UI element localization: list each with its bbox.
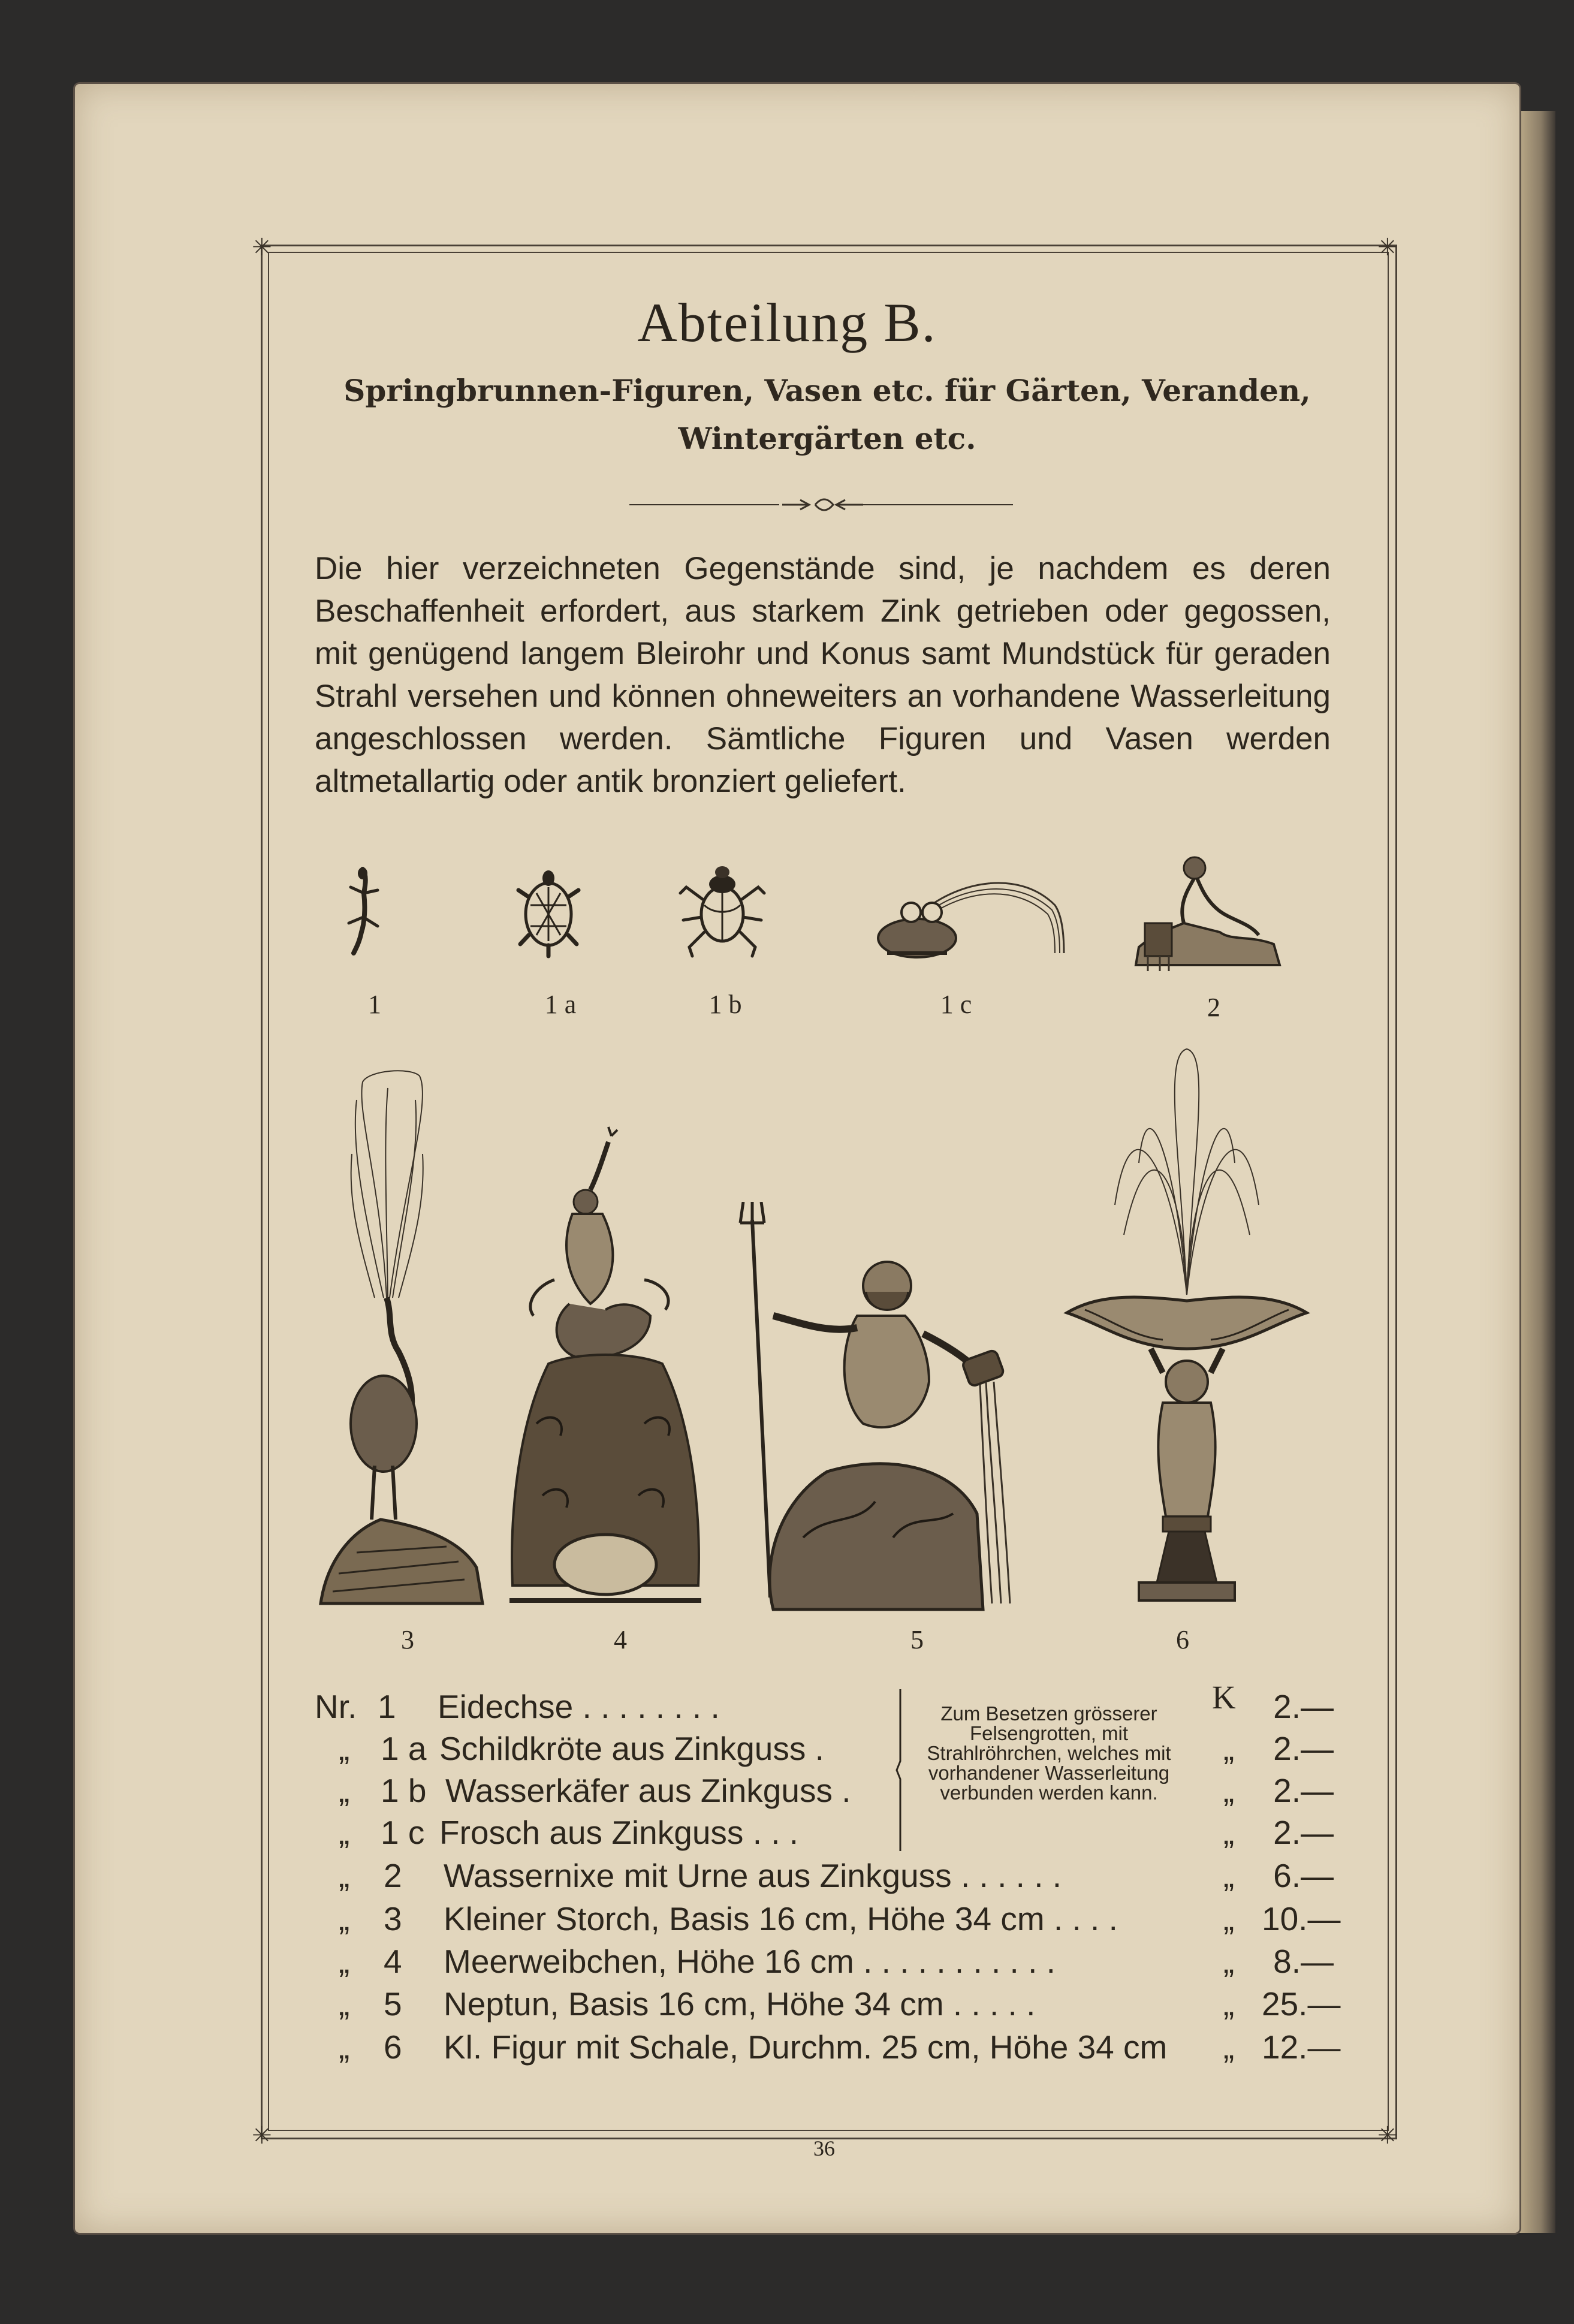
item-ditto: „	[1223, 1814, 1235, 1851]
item-number: 4	[384, 1943, 402, 1980]
group-brace-icon	[894, 1689, 906, 1851]
figure-label: 6	[1176, 1625, 1189, 1654]
item-number: 1	[378, 1688, 396, 1725]
item-name: Wasserkäfer aus Zinkguss .	[445, 1772, 851, 1809]
item-name: Frosch aus Zinkguss . . .	[439, 1814, 799, 1851]
figure-label: 5	[910, 1625, 924, 1654]
item-name: Neptun, Basis 16 cm, Höhe 34 cm . . . . .	[444, 1985, 1036, 2022]
item-ditto: „	[1223, 1857, 1235, 1894]
divider-ornament-icon	[629, 493, 1013, 517]
item-price: 8.—	[1273, 1943, 1334, 1980]
figure-label: 4	[614, 1625, 627, 1654]
figure-label: 1 a	[544, 990, 577, 1019]
corner-ornament-icon: ✳	[252, 234, 272, 261]
item-prefix: „	[339, 1730, 350, 1767]
item-name: Wassernixe mit Urne aus Zinkguss . . . . . .	[444, 1857, 1062, 1894]
water-nymph-urn-figure-icon	[1130, 845, 1286, 974]
item-price: 10.—	[1262, 1900, 1341, 1937]
item-price: 2.—	[1273, 1688, 1334, 1725]
stork-fountain-figure-icon	[315, 1064, 489, 1612]
item-price: 12.—	[1262, 2028, 1341, 2066]
item-name: Eidechse . . . . . . . .	[438, 1688, 720, 1725]
item-prefix: „	[339, 1943, 350, 1980]
figure-label: 1 b	[708, 990, 742, 1019]
item-prefix: „	[339, 2028, 350, 2066]
item-number: 3	[384, 1900, 402, 1937]
item-prefix: „	[339, 1900, 350, 1937]
item-name: Meerweibchen, Höhe 16 cm . . . . . . . . . . .	[444, 1943, 1056, 1980]
frog-figure-icon	[875, 863, 1067, 959]
corner-ornament-icon: ✳	[1377, 2122, 1398, 2150]
item-ditto: „	[1223, 1985, 1235, 2022]
item-price: 25.—	[1262, 1985, 1341, 2022]
group-note: Zum Besetzen grösserer Felsengrotten, mit Strahlröhrchen, welches mit vorhandener Wasserleitung verbunden werden kann.	[927, 1702, 1171, 1804]
item-prefix: „	[339, 1772, 350, 1809]
book-spine-edge	[1519, 111, 1555, 2233]
item-price: 6.—	[1273, 1857, 1334, 1894]
subtitle-line-1: Springbrunnen-Figuren, Vasen etc. für Gärten, Veranden,	[343, 373, 1311, 408]
cherub-basin-fountain-figure-icon	[1061, 1037, 1313, 1609]
item-prefix: Nr.	[315, 1688, 357, 1725]
item-number: 1 b	[381, 1772, 427, 1809]
item-ditto: „	[1223, 1730, 1235, 1767]
item-number: 2	[384, 1857, 402, 1894]
item-prefix: „	[339, 1814, 350, 1851]
turtle-figure-icon	[515, 869, 581, 959]
corner-ornament-icon: ✳	[252, 2122, 272, 2150]
lizard-figure-icon	[342, 866, 384, 956]
item-number: 1 a	[381, 1730, 427, 1767]
item-price: 2.—	[1273, 1772, 1334, 1809]
item-price: 2.—	[1273, 1814, 1334, 1851]
item-ditto: „	[1223, 1943, 1235, 1980]
item-number: 6	[384, 2028, 402, 2066]
intro-paragraph: Die hier verzeichneten Gegenstände sind, je nachdem es deren Beschaffenheit erfordert, aus starkem Zink getrieben oder gegossen, mit genügend langem Bleirohr und Konus samt Mundstück für geraden Strahl versehen und können ohneweiters an vorhandene Wasserleitung angeschlossen werden. Sämtliche Figuren und Vasen werden altmetallartig oder antik bronziert geliefert.	[315, 551, 1331, 799]
item-name: Kl. Figur mit Schale, Durchm. 25 cm, Höhe 34 cm	[444, 2028, 1168, 2066]
item-name: Schildkröte aus Zinkguss .	[439, 1730, 824, 1767]
figure-label: 1	[368, 990, 381, 1019]
page-title: Abteilung B.	[637, 292, 937, 353]
currency-label: K	[1212, 1679, 1236, 1716]
page-number: 36	[813, 2136, 835, 2160]
item-number: 5	[384, 1985, 402, 2022]
item-ditto: „	[1223, 1900, 1235, 1937]
neptune-fountain-figure-icon	[737, 1202, 1025, 1615]
item-number: 1 c	[381, 1814, 425, 1851]
water-beetle-figure-icon	[677, 857, 767, 959]
figure-label: 2	[1207, 993, 1220, 1022]
subtitle-line-2: Wintergärten etc.	[678, 421, 976, 456]
item-prefix: „	[339, 1985, 350, 2022]
figure-label: 1 c	[940, 990, 972, 1019]
item-price: 2.—	[1273, 1730, 1334, 1767]
item-ditto: „	[1223, 2028, 1235, 2066]
figure-label: 3	[401, 1625, 414, 1654]
item-prefix: „	[339, 1857, 350, 1894]
mermaid-fountain-figure-icon	[500, 1124, 710, 1612]
item-name: Kleiner Storch, Basis 16 cm, Höhe 34 cm . . . .	[444, 1900, 1118, 1937]
corner-ornament-icon: ✳	[1377, 234, 1398, 261]
item-ditto: „	[1223, 1772, 1235, 1809]
